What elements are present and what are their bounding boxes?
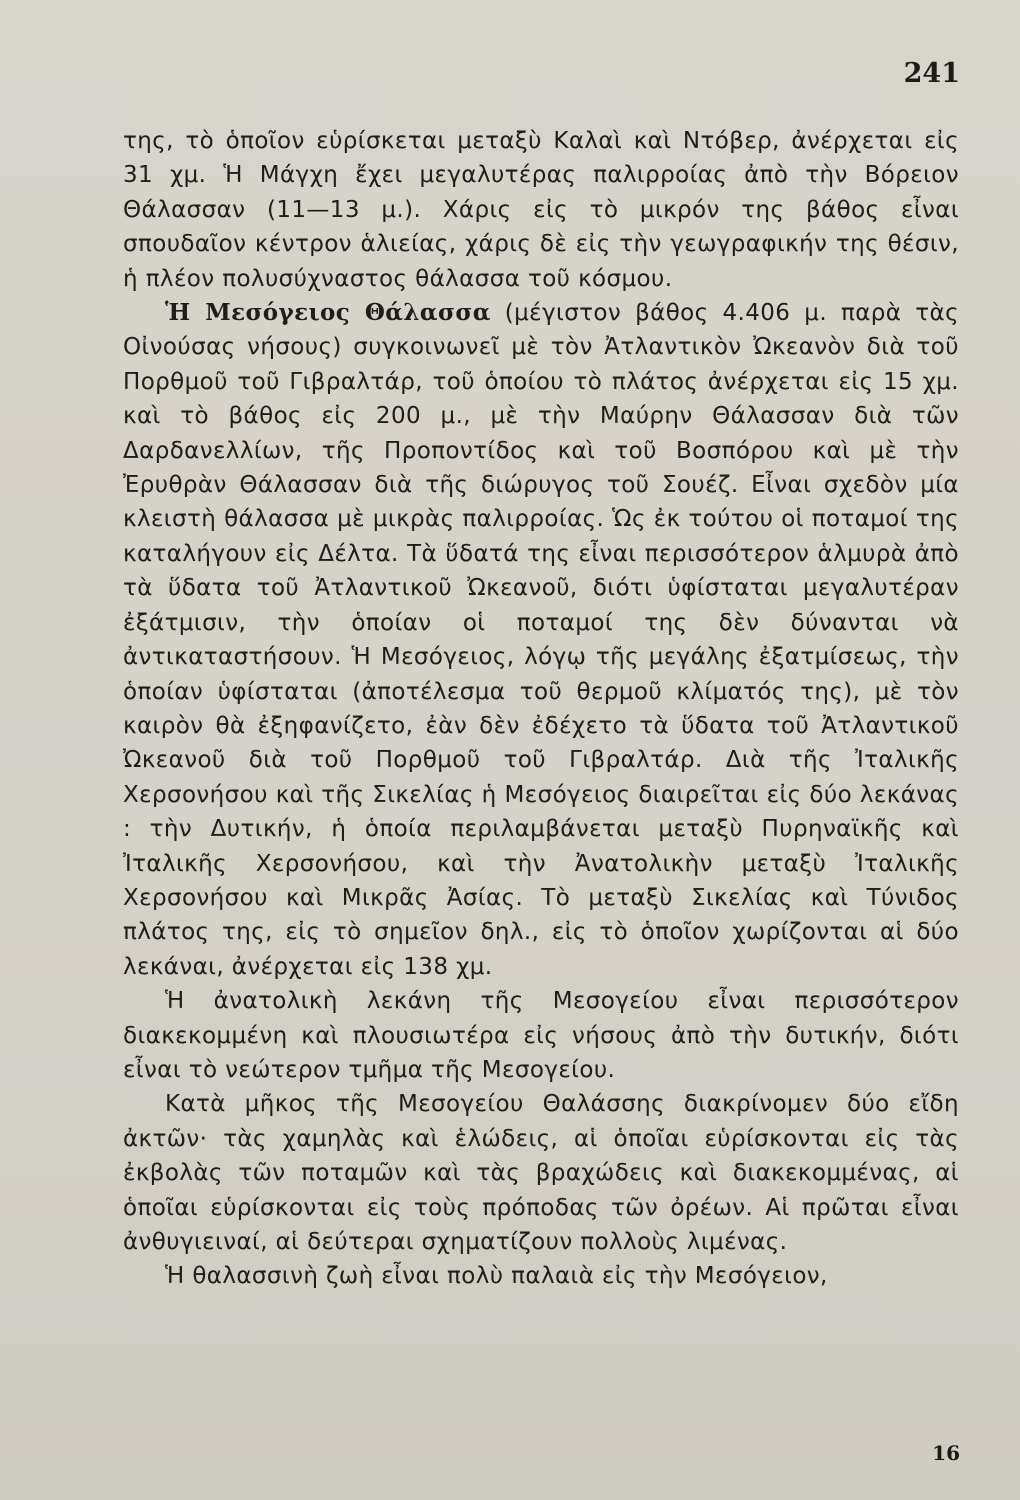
printer-signature-mark: 16	[932, 1441, 960, 1465]
body-text	[123, 124, 959, 1294]
page-number: 241	[903, 58, 960, 89]
paragraph-eastern-basin: Ἡ ἀνατολικὴ λεκάνη τῆς Μεσογείου εἶναι περισσότερον διακεκομμένη καὶ πλουσιωτέρα εἰς νήσους ἀπὸ τὴν δυτικήν, διότι εἶναι τὸ νεώτερον τμῆμα τῆς Μεσογείου.	[123, 988, 959, 1083]
paragraph-mediterranean	[123, 296, 959, 984]
paragraph-mediterranean-text: (μέγιστον βάθος 4.406 μ. παρὰ τὰς Οἰνούσας νήσους) συγκοινωνεῖ μὲ τὸν Ἀτλαντικὸν Ὠκεανὸν διὰ τοῦ Πορθμοῦ τοῦ Γιβραλτάρ, τοῦ ὁποίου τὸ πλάτος ἀνέρχεται εἰς 15 χμ. καὶ τὸ βάθος εἰς 200 μ., μὲ τὴν Μαύρην Θάλασσαν διὰ τῶν Δαρδανελλίων, τῆς Προποντίδος καὶ τοῦ Βοσπόρου καὶ μὲ τὴν Ἐρυθρὰν Θάλασσαν διὰ τῆς διώρυγος τοῦ Σουέζ. Εἶναι σχεδὸν μία κλειστὴ θάλασσα μὲ μικρὰς παλιρροίας. Ὡς ἐκ τούτου οἱ ποταμοί της καταλήγουν εἰς Δέλτα. Τὰ ὕδατά της εἶναι περισσότερον ἁλμυρὰ ἀπὸ τὰ ὕδατα τοῦ Ἀτλαντικοῦ Ὠκεανοῦ, διότι ὑφίσταται μεγαλυτέραν ἐξάτμισιν, τὴν ὁποίαν οἱ ποταμοί της δὲν δύνανται νὰ ἀντικαταστήσουν. Ἡ Μεσόγειος, λόγῳ τῆς μεγάλης ἐξατμίσεως, τὴν ὁποίαν ὑφίσταται (ἀποτέλεσμα τοῦ θερμοῦ κλίματός της), μὲ τὸν καιρὸν θὰ ἐξηφανίζετο, ἐὰν δὲν ἐδέχετο τὰ ὕδατα τοῦ Ἀτλαντικοῦ Ὠκεανοῦ διὰ τοῦ Πορθμοῦ τοῦ Γιβραλτάρ. Διὰ τῆς Ἰταλικῆς Χερσονήσου καὶ τῆς Σικελίας ἡ Μεσόγειος διαιρεῖται εἰς δύο λεκάνας : τὴν Δυτικήν, ἡ ὁποία περιλαμβάνεται μεταξὺ Πυρηναϊκῆς καὶ Ἰταλικῆς Χερσονήσου, καὶ τὴν Ἀνατολικὴν μεταξὺ Ἰταλικῆς Χερσονήσου καὶ Μικρᾶς Ἀσίας. Τὸ μεταξὺ Σικελίας καὶ Τύνιδος πλάτος της, εἰς τὸ σημεῖον δηλ., εἰς τὸ ὁποῖον χωρίζονται αἱ δύο λεκάναι, ἀνέρχεται εἰς 138 χμ.	[123, 300, 959, 980]
paragraph-coasts: Κατὰ μῆκος τῆς Μεσογείου Θαλάσσης διακρίνομεν δύο εἴδη ἀκτῶν· τὰς χαμηλὰς καὶ ἑλώδεις, αἱ ὁποῖαι εὑρίσκονται εἰς τὰς ἐκβολὰς τῶν ποταμῶν καὶ τὰς βραχώδεις καὶ διακεκομμένας, αἱ ὁποῖαι εὑρίσκονται εἰς τοὺς πρόποδας τῶν ὀρέων. Αἱ πρῶται εἶναι ἀνθυγιειναί, αἱ δεύτεραι σχηματίζουν πολλοὺς λιμένας.	[123, 1091, 959, 1255]
paragraph-continuation: της, τὸ ὁποῖον εὑρίσκεται μεταξὺ Καλαὶ καὶ Ντόβερ, ἀνέρχεται εἰς 31 χμ. Ἡ Μάγχη ἔχει μεγαλυτέρας παλιρροίας ἀπὸ τὴν Βόρειον Θάλασσαν (11—13 μ.). Χάρις εἰς τὸ μικρόν της βάθος εἶναι σπουδαῖον κέντρον ἁλιείας, χάρις δὲ εἰς τὴν γεωγραφικήν της θέσιν, ἡ πλέον πολυσύχναστος θάλασσα τοῦ κόσμου.	[123, 128, 959, 292]
paragraph-sea-life: Ἡ θαλασσινὴ ζωὴ εἶναι πολὺ παλαιὰ εἰς τὴν Μεσόγειον,	[165, 1263, 828, 1290]
section-heading-mediterranean-sea: Ἡ Μεσόγειος Θάλασσα	[165, 299, 491, 327]
